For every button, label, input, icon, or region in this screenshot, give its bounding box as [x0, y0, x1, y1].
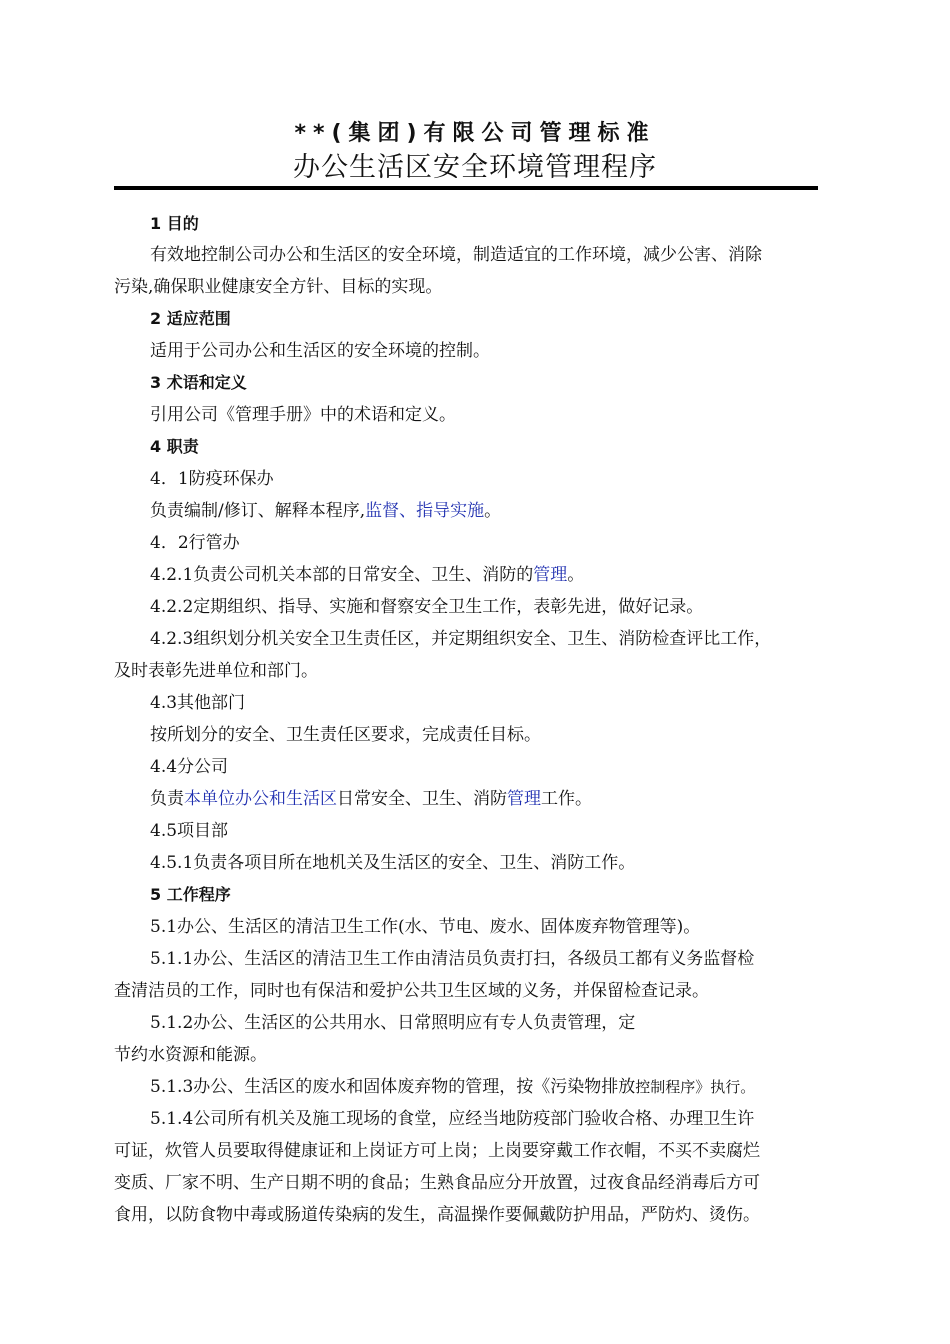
text-run: 控制程序》执行。 — [635, 1078, 756, 1096]
highlight-link[interactable]: 管理 — [507, 789, 541, 809]
paragraph-line: 查清洁员的工作，同时也有保洁和爱护公共卫生区域的义务，并保留检查记录。 — [114, 981, 709, 1001]
paragraph-line: 适用于公司办公和生活区的安全环境的控制。 — [150, 341, 490, 361]
paragraph-line: 节约水资源和能源。 — [114, 1045, 267, 1065]
title-rule — [114, 186, 818, 190]
paragraph-line — [114, 1075, 854, 1099]
paragraph-line: 引用公司《管理手册》中的术语和定义。 — [150, 405, 456, 425]
section-heading-terms: 3 术语和定义 — [150, 373, 247, 392]
section-heading-duties: 4 职责 — [150, 437, 199, 456]
paragraph-line: 4.2.2定期组织、指导、实施和督察安全卫生工作，表彰先进，做好记录。 — [150, 597, 704, 617]
text-run: 4.2.1负责公司机关本部的日常安全、卫生、消防的 — [150, 565, 534, 585]
document-title: 办公生活区安全环境管理程序 — [293, 152, 657, 183]
paragraph-line: 食用，以防食物中毒或肠道传染病的发生，高温操作要佩戴防护用品，严防灼、烫伤。 — [114, 1205, 760, 1225]
text-run: 负责编制/修订、解释本程序, — [150, 501, 366, 521]
subsection-title: 4.4分公司 — [150, 757, 229, 777]
text-run: 。 — [567, 565, 585, 585]
highlight-link[interactable]: 管理 — [533, 565, 568, 585]
section-heading-scope: 2 适应范围 — [150, 309, 231, 328]
section-heading-procedure: 5 工作程序 — [150, 885, 231, 904]
paragraph-line: 可证，炊管人员要取得健康证和上岗证方可上岗；上岗要穿戴工作衣帽，不买不卖腐烂 — [114, 1141, 760, 1161]
text-run: 工作。 — [541, 789, 592, 809]
subsection-title: 4.5项目部 — [150, 821, 229, 841]
paragraph-line: 4.5.1负责各项目所在地机关及生活区的安全、卫生、消防工作。 — [150, 853, 636, 873]
paragraph-line: 5.1办公、生活区的清洁卫生工作(水、节电、废水、固体废弃物管理等)。 — [150, 917, 701, 937]
subsection-title: 4.3其他部门 — [150, 693, 246, 713]
text-run: 日常安全、卫生、消防 — [337, 789, 507, 809]
text-run: 。 — [484, 501, 502, 521]
text-run: 5.1.3办公、生活区的废水和固体废弃物的管理，按《污染物排放 — [150, 1077, 636, 1097]
paragraph-line: 4.2.3组织划分机关安全卫生责任区，并定期组织安全、卫生、消防检查评比工作， — [150, 629, 772, 649]
paragraph-line: 变质、厂家不明、生产日期不明的食品；生熟食品应分开放置，过夜食品经消毒后方可 — [114, 1173, 760, 1193]
org-title: **(集团)有限公司管理标准 — [294, 121, 656, 146]
paragraph-line: 5.1.4公司所有机关及施工现场的食堂，应经当地防疫部门验收合格、办理卫生许 — [150, 1109, 755, 1129]
highlight-link[interactable]: 监督、指导实施 — [365, 501, 485, 521]
paragraph-line — [114, 787, 854, 811]
paragraph-line: 5.1.1办公、生活区的清洁卫生工作由清洁员负责打扫，各级员工都有义务监督检 — [150, 949, 755, 969]
subsection-title: 4．1防疫环保办 — [150, 469, 274, 489]
paragraph-line: 5.1.2办公、生活区的公共用水、日常照明应有专人负责管理，定 — [150, 1013, 636, 1033]
section-heading-purpose: 1 目的 — [150, 214, 199, 233]
paragraph-line: 有效地控制公司办公和生活区的安全环境，制造适宜的工作环境，减少公害、消除 — [150, 245, 762, 265]
highlight-link[interactable]: 本单位办公和生活区 — [184, 789, 337, 809]
paragraph-line — [114, 499, 854, 523]
paragraph-line: 按所划分的安全、卫生责任区要求，完成责任目标。 — [150, 725, 541, 745]
paragraph-line: 及时表彰先进单位和部门。 — [114, 661, 318, 681]
text-run: 负责 — [150, 789, 184, 809]
paragraph-line — [114, 563, 854, 587]
paragraph-line: 污染,确保职业健康安全方针、目标的实现。 — [114, 277, 443, 297]
subsection-title: 4．2行管办 — [150, 533, 240, 553]
